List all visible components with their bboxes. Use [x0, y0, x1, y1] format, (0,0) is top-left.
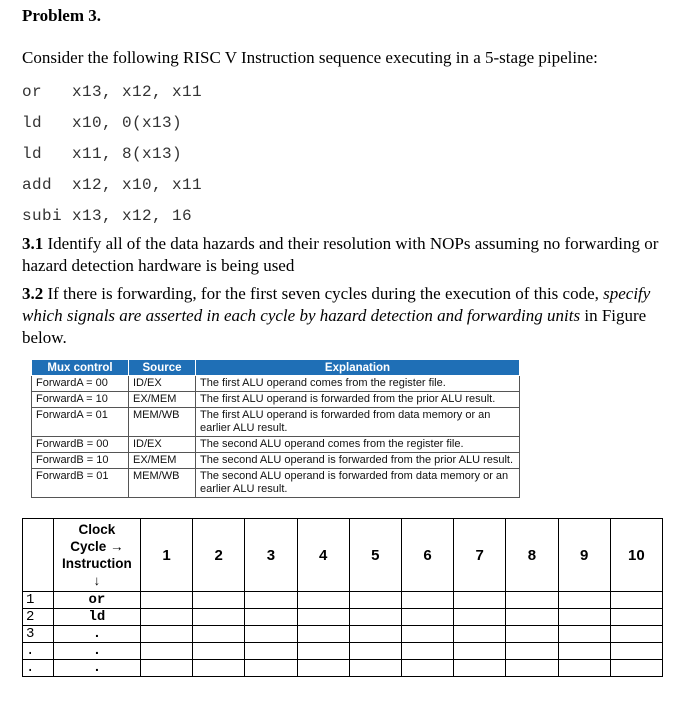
- cycle-cell[interactable]: [245, 626, 297, 643]
- mux-row: [32, 392, 520, 408]
- row-instruction: ld: [53, 609, 140, 626]
- code-line: or x13, x12, x11: [22, 83, 203, 101]
- cycle-header: 9: [558, 519, 610, 592]
- mux-control-cell: ForwardA = 00: [32, 376, 129, 392]
- mux-explanation-cell: The first ALU operand comes from the register file.: [196, 376, 520, 392]
- cycle-cell[interactable]: [193, 592, 245, 609]
- cycle-cell[interactable]: [140, 626, 192, 643]
- cycle-cell[interactable]: [193, 643, 245, 660]
- row-number: .: [23, 660, 54, 677]
- code-line: add x12, x10, x11: [22, 176, 203, 194]
- pipeline-header-blank: [23, 519, 54, 592]
- mux-source-cell: ID/EX: [129, 376, 196, 392]
- row-instruction: .: [53, 626, 140, 643]
- cycle-cell[interactable]: [558, 592, 610, 609]
- pipeline-row: [23, 592, 663, 609]
- cycle-cell[interactable]: [454, 626, 506, 643]
- mux-control-cell: ForwardB = 10: [32, 453, 129, 469]
- mux-row: [32, 376, 520, 392]
- cycle-cell[interactable]: [401, 643, 453, 660]
- cycle-header: 8: [506, 519, 558, 592]
- cycle-cell[interactable]: [140, 660, 192, 677]
- cycle-cell[interactable]: [349, 643, 401, 660]
- cycle-cell[interactable]: [401, 609, 453, 626]
- row-instruction: or: [53, 592, 140, 609]
- cycle-cell[interactable]: [297, 592, 349, 609]
- mux-control-cell: ForwardB = 01: [32, 469, 129, 498]
- cycle-cell[interactable]: [506, 660, 558, 677]
- row-number: 1: [23, 592, 54, 609]
- question-3-1: [22, 233, 662, 277]
- cycle-header: 2: [193, 519, 245, 592]
- mux-header-cell: Mux control: [32, 360, 129, 376]
- mux-control-cell: ForwardA = 10: [32, 392, 129, 408]
- mux-header-cell: Source: [129, 360, 196, 376]
- cycle-cell[interactable]: [558, 660, 610, 677]
- corner-line-cycle: Cycle →: [70, 539, 124, 554]
- cycle-cell[interactable]: [245, 643, 297, 660]
- mux-explanation-cell: The first ALU operand is forwarded from the prior ALU result.: [196, 392, 520, 408]
- mux-explanation-cell: The second ALU operand comes from the register file.: [196, 437, 520, 453]
- pipeline-cycle-table: [22, 518, 663, 677]
- cycle-cell[interactable]: [610, 592, 662, 609]
- mux-explanation-cell: The first ALU operand is forwarded from data memory or an earlier ALU result.: [196, 408, 520, 437]
- mux-explanation-cell: The second ALU operand is forwarded from the prior ALU result.: [196, 453, 520, 469]
- mux-row: [32, 437, 520, 453]
- cycle-cell[interactable]: [140, 643, 192, 660]
- cycle-header: 4: [297, 519, 349, 592]
- cycle-cell[interactable]: [297, 609, 349, 626]
- cycle-cell[interactable]: [297, 626, 349, 643]
- cycle-cell[interactable]: [245, 609, 297, 626]
- row-instruction: .: [53, 643, 140, 660]
- pipeline-row: [23, 660, 663, 677]
- cycle-header: 10: [610, 519, 662, 592]
- mux-source-cell: ID/EX: [129, 437, 196, 453]
- cycle-header: 7: [454, 519, 506, 592]
- cycle-cell[interactable]: [506, 592, 558, 609]
- mux-control-cell: ForwardA = 01: [32, 408, 129, 437]
- cycle-cell[interactable]: [558, 626, 610, 643]
- cycle-cell[interactable]: [193, 626, 245, 643]
- question-3-2-text-end: in Figure below.: [22, 306, 647, 347]
- row-number: .: [23, 643, 54, 660]
- corner-line-arrow: ↓: [93, 573, 101, 588]
- row-number: 2: [23, 609, 54, 626]
- mux-row: [32, 453, 520, 469]
- cycle-header: 5: [349, 519, 401, 592]
- mux-row: [32, 469, 520, 498]
- question-3-2-label: 3.2: [22, 284, 44, 303]
- mux-source-cell: EX/MEM: [129, 392, 196, 408]
- cycle-cell[interactable]: [401, 660, 453, 677]
- mux-source-cell: MEM/WB: [129, 469, 196, 498]
- mux-header-row: [32, 360, 520, 376]
- cycle-header: 1: [140, 519, 192, 592]
- code-line: ld x11, 8(x13): [22, 145, 183, 163]
- pipeline-row: [23, 609, 663, 626]
- code-line: subi x13, x12, 16: [22, 207, 193, 225]
- question-3-2: [22, 283, 662, 349]
- question-3-1-text: Identify all of the data hazards and their resolution with NOPs assuming no forwarding or hazard detection hardware is being used: [22, 234, 659, 275]
- question-3-2-text: If there is forwarding, for the first seven cycles during the execution of this code,: [43, 284, 604, 303]
- question-3-1-label: 3.1: [22, 234, 44, 253]
- cycle-cell[interactable]: [140, 609, 192, 626]
- cycle-cell[interactable]: [140, 592, 192, 609]
- cycle-cell[interactable]: [401, 592, 453, 609]
- cycle-cell[interactable]: [245, 592, 297, 609]
- cycle-cell[interactable]: [610, 626, 662, 643]
- pipeline-header-row: [23, 519, 663, 592]
- cycle-cell[interactable]: [610, 660, 662, 677]
- cycle-cell[interactable]: [454, 609, 506, 626]
- cycle-cell[interactable]: [506, 609, 558, 626]
- pipeline-corner-label: [53, 519, 140, 592]
- cycle-cell[interactable]: [297, 643, 349, 660]
- code-line: ld x10, 0(x13): [22, 114, 183, 132]
- cycle-header: 6: [401, 519, 453, 592]
- cycle-cell[interactable]: [349, 626, 401, 643]
- cycle-header: 3: [245, 519, 297, 592]
- cycle-cell[interactable]: [349, 660, 401, 677]
- cycle-cell[interactable]: [610, 609, 662, 626]
- cycle-cell[interactable]: [297, 660, 349, 677]
- pipeline-row: [23, 626, 663, 643]
- mux-source-cell: EX/MEM: [129, 453, 196, 469]
- mux-control-table: [31, 359, 520, 498]
- cycle-cell[interactable]: [401, 626, 453, 643]
- cycle-cell[interactable]: [506, 643, 558, 660]
- cycle-cell[interactable]: [349, 609, 401, 626]
- cycle-cell[interactable]: [349, 592, 401, 609]
- cycle-cell[interactable]: [558, 609, 610, 626]
- pipeline-row: [23, 643, 663, 660]
- mux-header-cell: Explanation: [196, 360, 520, 376]
- cycle-cell[interactable]: [245, 660, 297, 677]
- cycle-cell[interactable]: [610, 643, 662, 660]
- mux-source-cell: MEM/WB: [129, 408, 196, 437]
- cycle-cell[interactable]: [454, 643, 506, 660]
- mux-explanation-cell: The second ALU operand is forwarded from data memory or an earlier ALU result.: [196, 469, 520, 498]
- cycle-cell[interactable]: [193, 609, 245, 626]
- problem-intro: Consider the following RISC V Instruction sequence executing in a 5-stage pipeline:: [22, 48, 598, 67]
- cycle-cell[interactable]: [454, 660, 506, 677]
- problem-title: Problem 3.: [22, 6, 102, 25]
- question-3-2-emphasis: specify which signals are asserted in each cycle by hazard detection and forwarding units: [22, 284, 651, 325]
- cycle-cell[interactable]: [193, 660, 245, 677]
- row-instruction: .: [53, 660, 140, 677]
- corner-line-instruction: Instruction: [62, 556, 132, 571]
- mux-row: [32, 408, 520, 437]
- row-number: 3: [23, 626, 54, 643]
- corner-line-clock: Clock: [78, 522, 116, 537]
- cycle-cell[interactable]: [454, 592, 506, 609]
- cycle-cell[interactable]: [506, 626, 558, 643]
- mux-control-cell: ForwardB = 00: [32, 437, 129, 453]
- cycle-cell[interactable]: [558, 643, 610, 660]
